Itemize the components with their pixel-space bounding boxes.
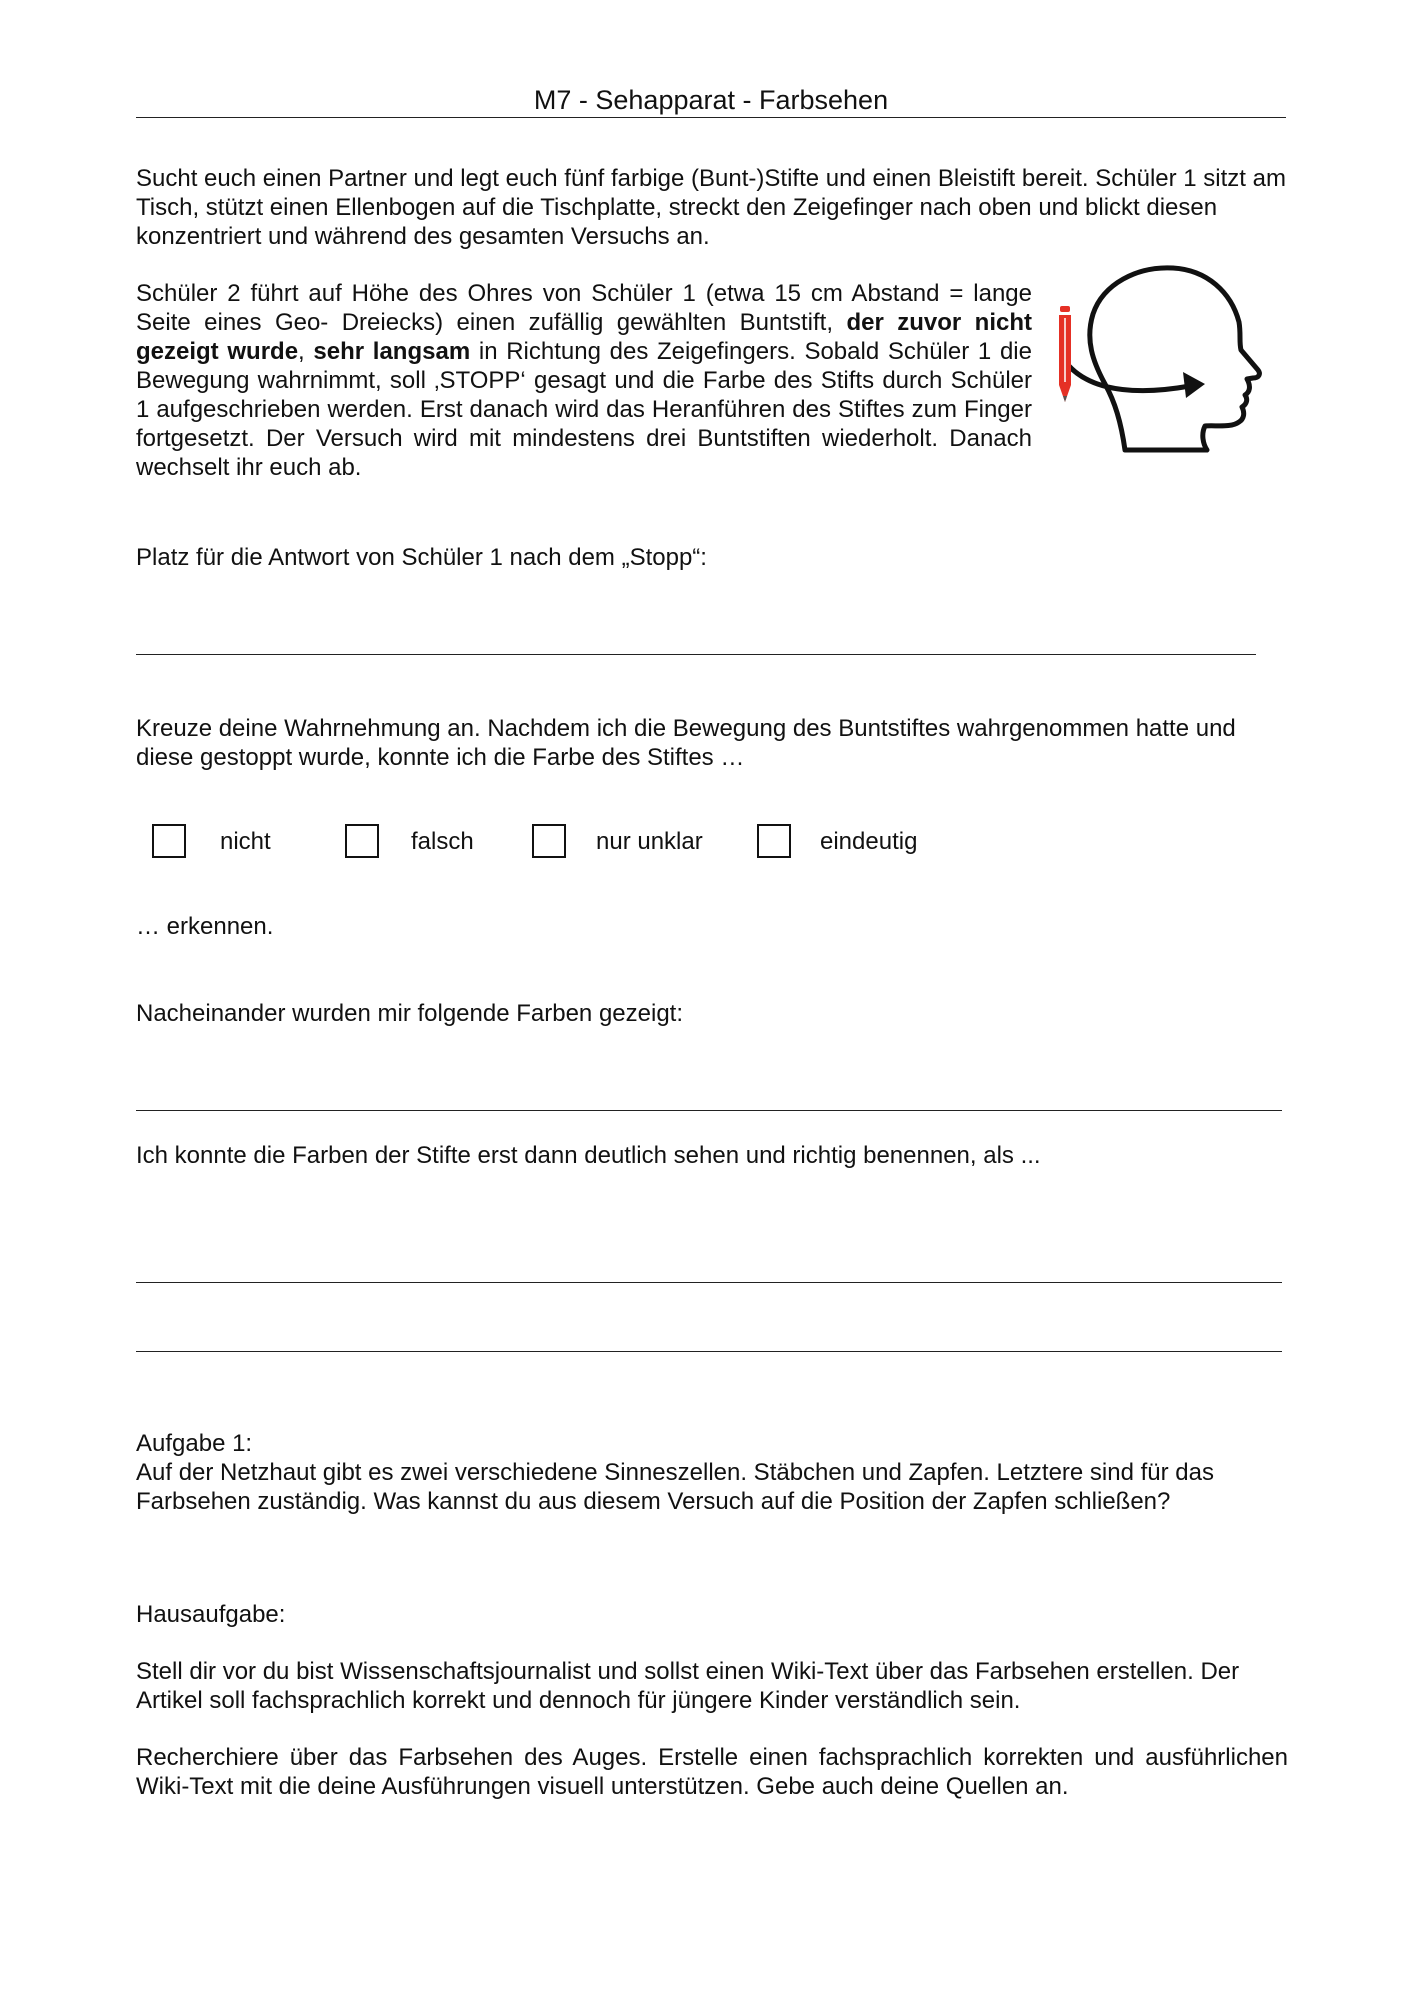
- arrow-head: [1183, 372, 1205, 398]
- checkbox-falsch[interactable]: [345, 824, 379, 858]
- option-label-falsch: falsch: [411, 828, 474, 855]
- colors-prompt: Nacheinander wurden mir folgende Farben gezeigt:: [136, 1000, 683, 1027]
- option-label-nicht: nicht: [220, 828, 271, 855]
- homework-text-1: Stell dir vor du bist Wissenschaftsjournalist und sollst einen Wiki-Text über das Farbsehen erstellen. Der Artikel soll fachsprachlich korrekt und dennoch für jüngere Kinder verständlich sein.: [136, 1658, 1240, 1714]
- head-outline: [1090, 268, 1260, 450]
- intro-paragraph: Sucht euch einen Partner und legt euch fünf farbige (Bunt-)Stifte und einen Bleistift bereit. Schüler 1 sitzt am Tisch, stützt einen Ellenbogen auf die Tischplatte, streckt den Zeigefinger nach oben und blickt diesen konzentriert und während des gesamten Versuchs an.: [136, 165, 1286, 250]
- procedure-bold-1: der zuvor nicht gezeigt wurde: [136, 309, 1032, 365]
- checkbox-nicht[interactable]: [152, 824, 186, 858]
- procedure-paragraph: [136, 279, 1032, 482]
- answer-prompt: Platz für die Antwort von Schüler 1 nach dem „Stopp“:: [136, 544, 707, 571]
- head-with-pencil-icon: [1055, 262, 1285, 458]
- clear-answer-line-1[interactable]: [136, 1282, 1282, 1283]
- clear-prompt: Ich konnte die Farben der Stifte erst dann deutlich sehen und richtig benennen, als ...: [136, 1142, 1041, 1169]
- page-title: M7 - Sehapparat - Farbsehen: [533, 85, 889, 115]
- option-label-eindeutig: eindeutig: [820, 828, 918, 855]
- task1-text: Auf der Netzhaut gibt es zwei verschiedene Sinneszellen. Stäbchen und Zapfen. Letztere sind für das Farbsehen zuständig. Was kannst du aus diesem Versuch auf die Position der Zapfen schließen?: [136, 1459, 1214, 1515]
- task1-heading: Aufgabe 1:: [136, 1430, 253, 1457]
- checkbox-nur-unklar[interactable]: [532, 824, 566, 858]
- procedure-text-1: Schüler 2 führt auf Höhe des Ohres von Schüler 1 (etwa 15 cm Abstand = lange Seite eines Geo- Dreiecks) einen zufällig gewählten Buntstift,: [136, 280, 1032, 336]
- answer-line[interactable]: [136, 654, 1256, 655]
- procedure-bold-2: sehr langsam: [313, 338, 471, 365]
- clear-answer-line-2[interactable]: [136, 1351, 1282, 1352]
- pencil-icon: [1059, 306, 1071, 402]
- option-label-nur-unklar: nur unklar: [596, 828, 703, 855]
- checkbox-eindeutig[interactable]: [757, 824, 791, 858]
- colors-answer-line[interactable]: [136, 1110, 1282, 1111]
- header-rule: [136, 117, 1286, 118]
- homework-text-2: Recherchiere über das Farbsehen des Auges. Erstelle einen fachsprachlich korrekten und ausführlichen Wiki-Text mit die deine Ausführungen visuell unterstützen. Gebe auch deine Quellen an.: [136, 1744, 1288, 1800]
- procedure-text-2: ,: [298, 338, 314, 365]
- perception-prompt: Kreuze deine Wahrnehmung an. Nachdem ich die Bewegung des Buntstiftes wahrgenommen hatte und diese gestoppt wurde, konnte ich die Farbe des Stiftes …: [136, 715, 1236, 771]
- homework-heading: Hausaufgabe:: [136, 1601, 286, 1628]
- movement-arrow: [1069, 366, 1190, 391]
- recognize-suffix: … erkennen.: [136, 913, 274, 940]
- procedure-text-3: in Richtung des Zeigefingers. Sobald Schüler 1 die Bewegung wahrnimmt, soll ‚STOPP‘ gesagt und die Farbe des Stifts durch Schüler 1 aufgeschrieben werden. Erst danach wird das Heranführen des Stiftes zum Finger fortgesetzt. Der Versuch wird mit mindestens drei Buntstiften wiederholt. Danach wechselt ihr euch ab.: [136, 338, 1032, 481]
